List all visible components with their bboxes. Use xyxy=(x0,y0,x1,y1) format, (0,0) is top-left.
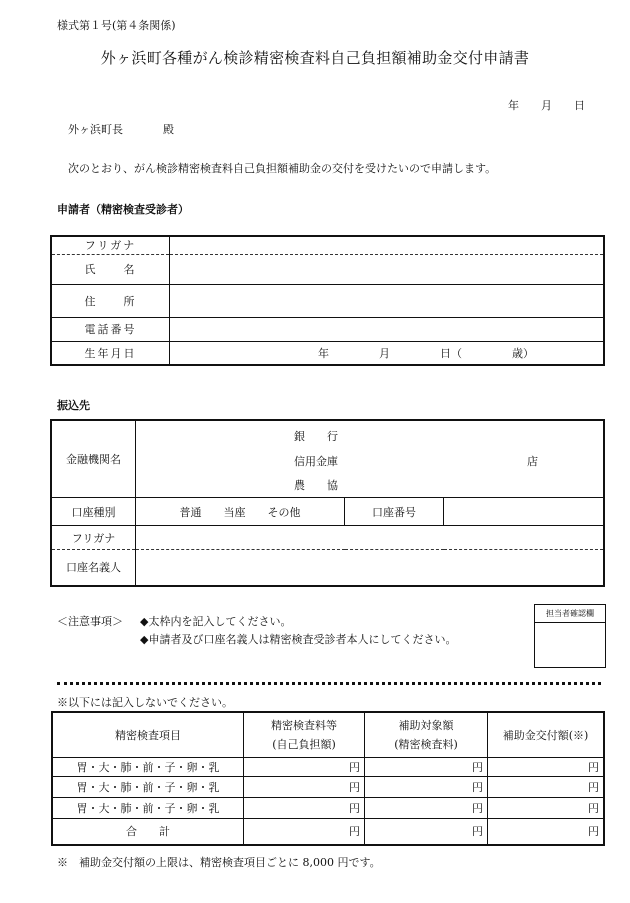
holder-field[interactable] xyxy=(136,550,605,586)
furigana-field[interactable] xyxy=(170,236,605,254)
account-number-field[interactable] xyxy=(444,498,605,526)
birth-month: 月 xyxy=(379,346,390,360)
col-eligible-line1: 補助対象額 xyxy=(398,718,454,732)
yen-label: 円 xyxy=(244,757,365,776)
yen-label: 円 xyxy=(365,797,488,818)
holder-label: 口座名義人 xyxy=(51,550,136,586)
intro-text: 次のとおり、がん検診精密検査料自己負担額補助金の交付を受けたいので申請します。 xyxy=(68,162,497,175)
name-field[interactable] xyxy=(170,254,605,284)
staff-confirm-label: 担当者確認欄 xyxy=(535,605,605,623)
form-title: 外ヶ浜町各種がん検診精密検査料自己負担額補助金交付申請書 xyxy=(100,49,530,67)
institution-field[interactable] xyxy=(136,420,605,498)
yen-label: 円 xyxy=(365,818,488,845)
birth-day: 日（ xyxy=(440,346,462,360)
phone-label: 電話番号 xyxy=(51,317,170,341)
staff-confirm-box xyxy=(534,604,606,668)
note-1: ◆太枠内を記入してください。 xyxy=(140,615,292,628)
holder-furigana-field[interactable] xyxy=(136,526,605,550)
bank-option: 銀 行 xyxy=(294,430,338,443)
holder-furigana-label: フリガナ xyxy=(51,526,136,550)
transfer-table xyxy=(50,419,605,587)
total-label: 合 計 xyxy=(52,818,244,845)
divider xyxy=(57,682,601,685)
yen-label: 円 xyxy=(488,818,605,845)
account-type-options[interactable]: 普通 当座 その他 xyxy=(136,498,345,526)
name-label: 氏 名 xyxy=(51,254,170,284)
birth-year: 年 xyxy=(318,346,329,360)
birth-label: 生年月日 xyxy=(51,341,170,365)
furigana-label: フリガナ xyxy=(51,236,170,254)
yen-label: 円 xyxy=(488,776,605,797)
notes-label: ＜注意事項＞ xyxy=(57,615,123,628)
yen-label: 円 xyxy=(244,818,365,845)
branch-label: 店 xyxy=(527,455,538,468)
exam-row-3-items: 胃・大・肺・前・子・卵・乳 xyxy=(52,797,244,818)
col-eligible-line2: (精密検査料) xyxy=(394,737,458,751)
account-number-label: 口座番号 xyxy=(345,498,444,526)
agri-option: 農 協 xyxy=(294,479,338,492)
applicant-heading: 申請者（精密検査受診者） xyxy=(57,203,189,216)
phone-field[interactable] xyxy=(170,317,605,341)
applicant-table xyxy=(50,235,605,366)
exam-row-1-items: 胃・大・肺・前・子・卵・乳 xyxy=(52,757,244,776)
account-type-label: 口座種別 xyxy=(51,498,136,526)
yen-label: 円 xyxy=(244,776,365,797)
addressee xyxy=(68,121,174,137)
footer-note: ※ 補助金交付額の上限は、精密検査項目ごとに 8,000 円です。 xyxy=(57,856,381,869)
date-month: 月 xyxy=(541,99,552,112)
address-label: 住 所 xyxy=(51,284,170,317)
addressee-honorific: 殿 xyxy=(163,123,174,136)
col-exam-fee-line2: (自己負担額) xyxy=(272,737,336,751)
yen-label: 円 xyxy=(488,797,605,818)
addressee-name: 外ヶ浜町長 xyxy=(68,123,123,136)
col-exam-fee-line1: 精密検査料等 xyxy=(271,718,337,732)
institution-label: 金融機関名 xyxy=(51,420,136,498)
address-field[interactable] xyxy=(170,284,605,317)
yen-label: 円 xyxy=(488,757,605,776)
transfer-heading: 振込先 xyxy=(57,399,90,412)
date-day: 日 xyxy=(574,99,585,112)
col-exam-fee xyxy=(244,712,365,757)
birth-age: 歳） xyxy=(512,346,534,360)
yen-label: 円 xyxy=(365,757,488,776)
col-exam-items: 精密検査項目 xyxy=(52,712,244,757)
note-2: ◆申請者及び口座名義人は精密検査受診者本人にしてください。 xyxy=(140,633,457,646)
birth-field[interactable] xyxy=(170,341,605,365)
office-table xyxy=(51,711,605,846)
yen-label: 円 xyxy=(365,776,488,797)
yen-label: 円 xyxy=(244,797,365,818)
credit-option: 信用金庫 xyxy=(294,455,338,468)
col-eligible-amount xyxy=(365,712,488,757)
col-subsidy-amount: 補助金交付額(※) xyxy=(488,712,605,757)
office-use-note: ※以下には記入しないでください。 xyxy=(57,696,233,709)
date-year: 年 xyxy=(508,99,519,112)
date-line xyxy=(508,97,585,113)
exam-row-2-items: 胃・大・肺・前・子・卵・乳 xyxy=(52,776,244,797)
form-number: 様式第１号(第４条関係) xyxy=(57,19,176,32)
